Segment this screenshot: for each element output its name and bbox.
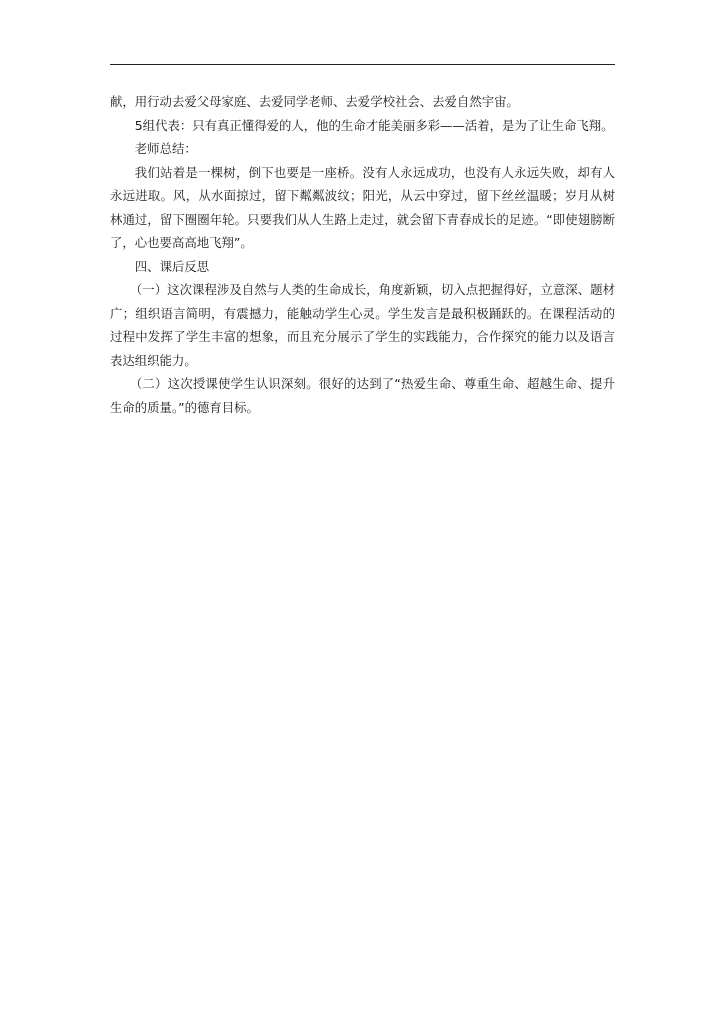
paragraph-continuation: 献，用行动去爱父母家庭、去爱同学老师、去爱学校社会、去爱自然宇宙。 (110, 94, 519, 109)
section-heading-reflection: 四、课后反思 (134, 258, 210, 274)
paragraph-teacher-summary: 我们站着是一棵树，倒下也要是一座桥。没有人永远成功，也没有人永远失败，却有人永远进取。风，从水面掠过，留下粼粼波纹；阳光，从云中穿过，留下丝丝温暖；岁月从树林通过，留下圈圈年轮。只要我们从人生路上走过，就会留下青春成长的足迹。“即使翅膀断了，心也要高高地飞翔”。 (110, 164, 615, 250)
paragraph-teacher-summary-heading: 老师总结： (134, 141, 197, 156)
header-rule (110, 64, 615, 65)
paragraph-reflection-1: （一）这次课程涉及自然与人类的生命成长，角度新颖，切入点把握得好，立意深、题材广；组织语言简明，有震撼力，能触动学生心灵。学生发言是最积极踊跃的。在课程活动的过程中发挥了学生丰富的想象，而且充分展示了学生的实践能力，合作探究的能力以及语言表达组织能力。 (110, 282, 615, 368)
document-body (110, 90, 615, 419)
paragraph-reflection-2: （二）这次授课使学生认识深刻。很好的达到了“热爱生命、尊重生命、超越生命、提升生命的质量。”的德育目标。 (110, 376, 615, 415)
paragraph-group5-representative: 5组代表：只有真正懂得爱的人，他的生命才能美丽多彩——活着，是为了让生命飞翔。 (134, 117, 614, 133)
